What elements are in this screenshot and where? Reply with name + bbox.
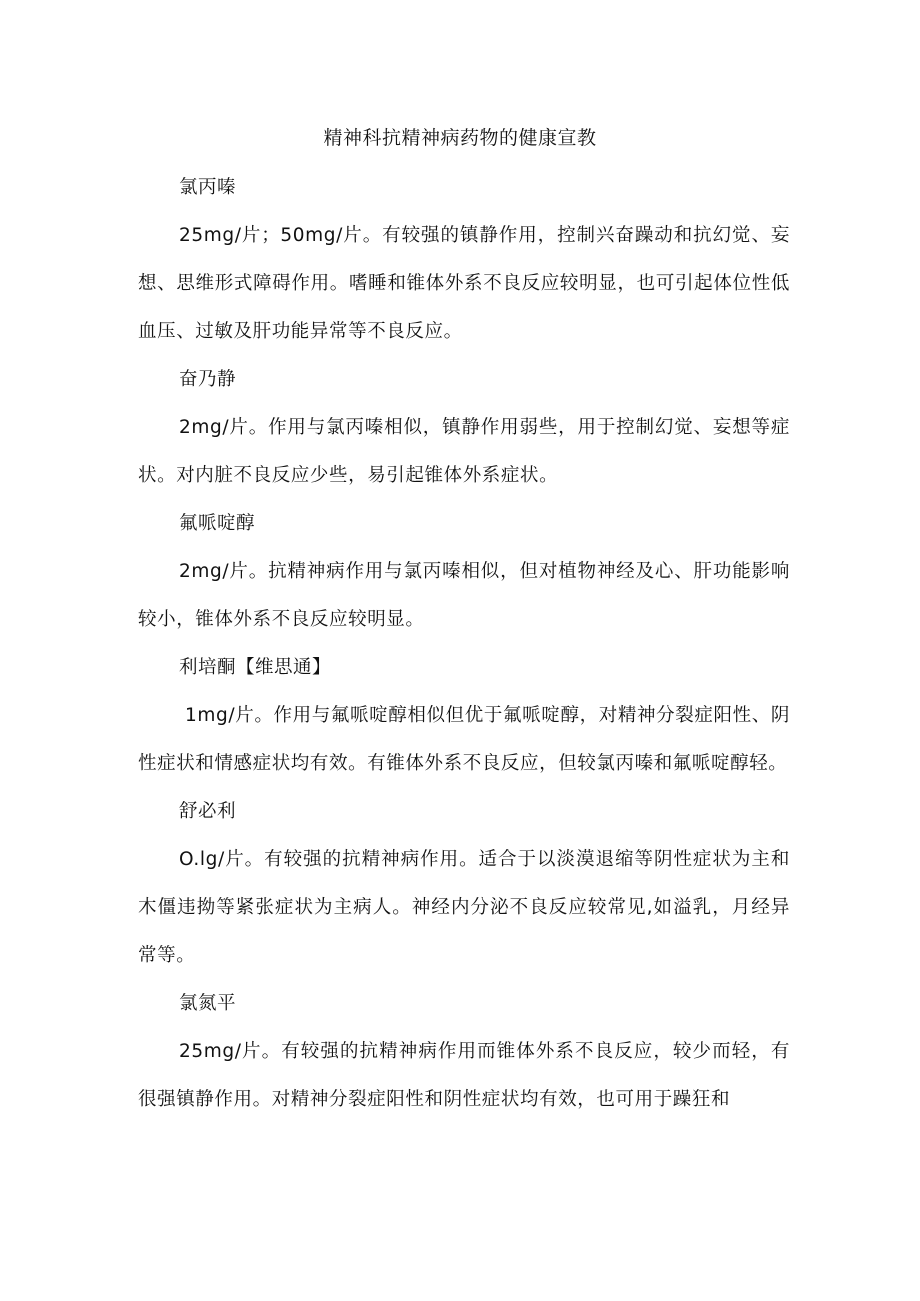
drug-heading-clozapine: 氯氮平	[179, 993, 237, 1014]
drug-heading-sulpiride: 舒必利	[179, 801, 237, 822]
drug-heading-perphenazine: 奋乃静	[179, 369, 237, 390]
drug-description-chlorpromazine: 25mg∕片；50mg∕片。有较强的镇静作用，控制兴奋躁动和抗幻觉、妄想、思维形式障碍作用。嗜睡和锥体外系不良反应较明显，也可引起体位性低血压、过敏及肝功能异常等不良反应。	[138, 225, 790, 342]
drug-heading-chlorpromazine: 氯丙嗪	[179, 177, 237, 198]
drug-description-haloperidol: 2mg∕片。抗精神病作用与氯丙嗪相似，但对植物神经及心、肝功能影响较小，锥体外系不良反应较明显。	[138, 561, 790, 630]
drug-description-risperidone: 1mg∕片。作用与氟哌啶醇相似但优于氟哌啶醇，对精神分裂症阳性、阴性症状和情感症状均有效。有锥体外系不良反应，但较氯丙嗪和氟哌啶醇轻。	[138, 705, 790, 774]
drug-description-sulpiride: O.lg∕片。有较强的抗精神病作用。适合于以淡漠退缩等阴性症状为主和木僵违拗等紧张症状为主病人。神经内分泌不良反应较常见,如溢乳，月经异常等。	[138, 849, 790, 966]
drug-description-clozapine: 25mg∕片。有较强的抗精神病作用而锥体外系不良反应，较少而轻，有很强镇静作用。对精神分裂症阳性和阴性症状均有效，也可用于躁狂和	[138, 1041, 790, 1110]
drug-description-perphenazine: 2mg∕片。作用与氯丙嗪相似，镇静作用弱些，用于控制幻觉、妄想等症状。对内脏不良反应少些，易引起锥体外系症状。	[138, 417, 790, 486]
document-body	[138, 164, 790, 1124]
drug-heading-haloperidol: 氟哌啶醇	[179, 513, 256, 534]
drug-heading-risperidone: 利培酮【维思通】	[179, 657, 332, 678]
document-title: 精神科抗精神病药物的健康宣教	[323, 127, 597, 149]
